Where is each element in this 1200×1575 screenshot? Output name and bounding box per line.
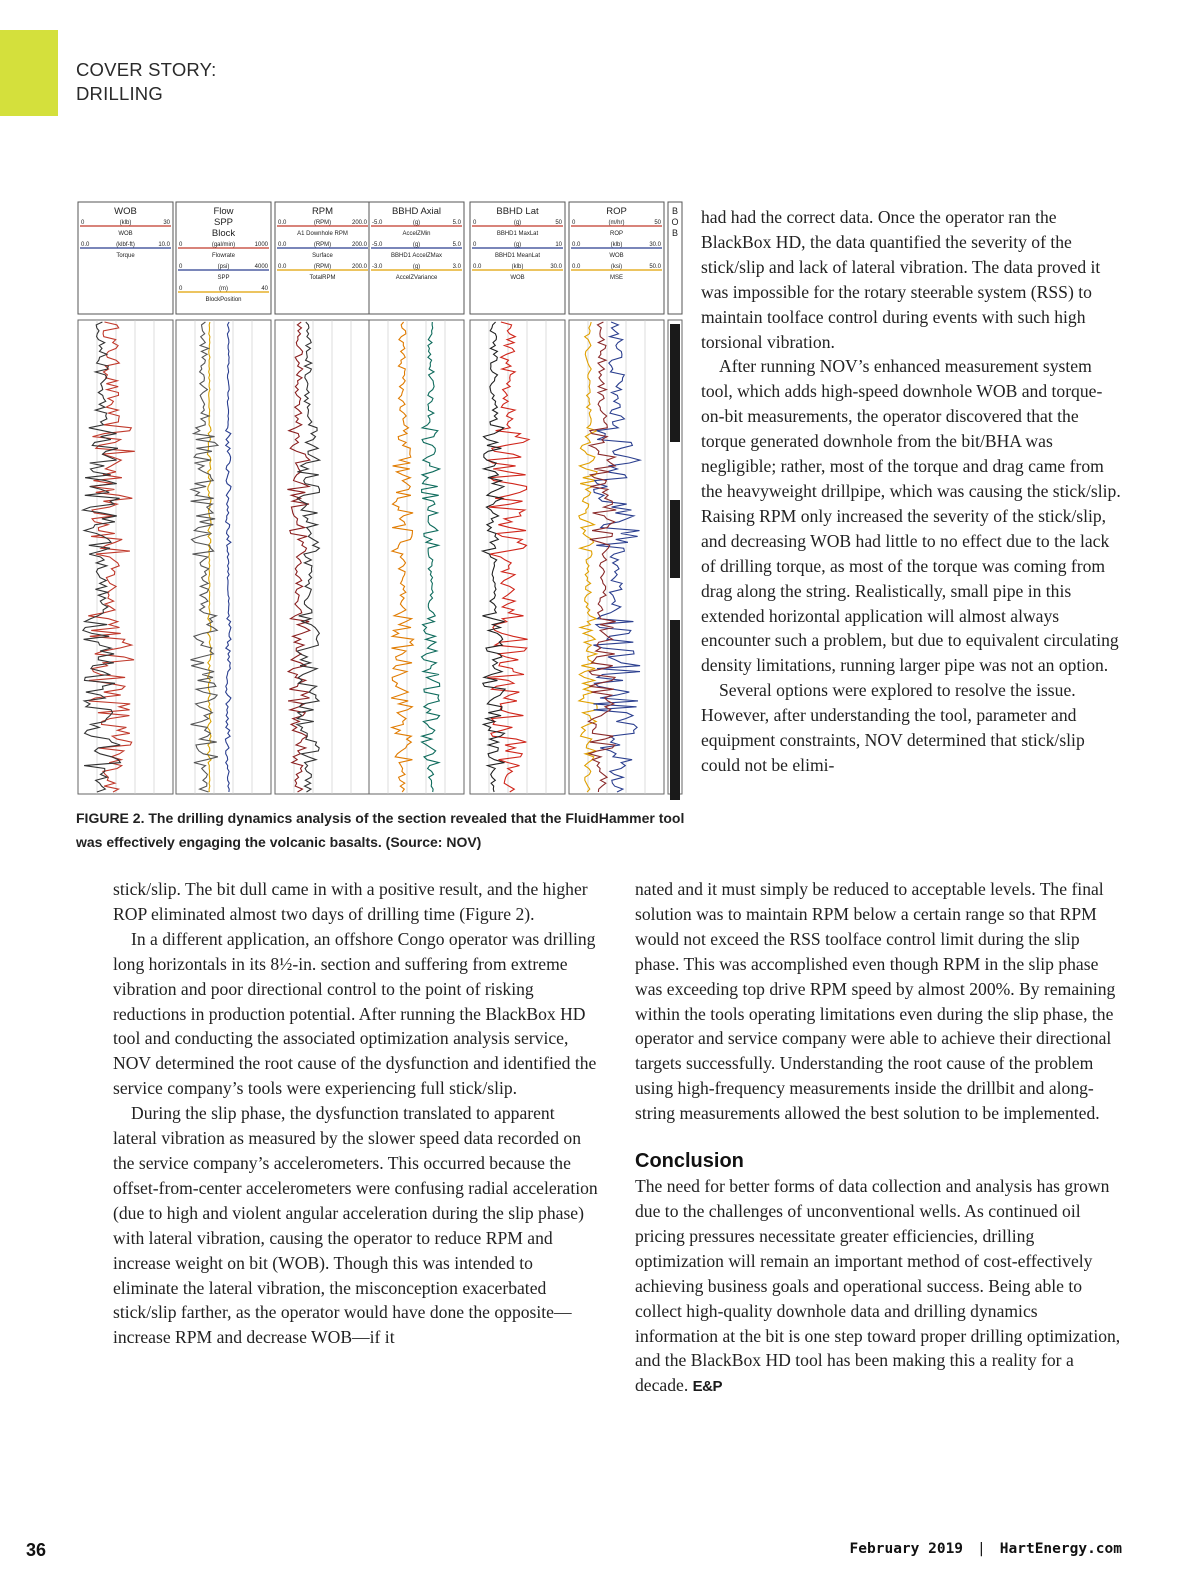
track-plot — [275, 320, 370, 794]
scale-unit: (klbf-ft) — [116, 242, 135, 248]
scale-min: 0 — [473, 220, 477, 226]
paragraph: In a different application, an offshore Congo operator was drilling long horizontals in its 8½-in. section and suffering from extreme vibration and poor directional control to the point of risking reductions in production potential. After running the BlackBox HD tool and conducting the associated optimization analysis service, NOV determined the root cause of the dysfunction and identified the service company’s tools were experiencing full stick/slip. — [113, 928, 597, 1099]
paragraph: stick/slip. The bit dull came in with a positive result, and the higher ROP eliminated almost two days of drilling time (Figure 2). — [113, 879, 588, 924]
scale-max: 30.0 — [649, 242, 661, 248]
scale-max: 3.0 — [452, 264, 461, 270]
scale-min: -5.0 — [372, 220, 383, 226]
track-title: RPM — [311, 206, 334, 217]
right-column-bottom — [635, 877, 1123, 1400]
curve-name: ROP — [609, 231, 624, 237]
scale-unit: (gal/min) — [211, 242, 236, 248]
issue-date: February 2019 — [849, 1541, 964, 1557]
scale-unit: (RPM) — [313, 242, 332, 248]
track-title: WOB — [114, 206, 137, 217]
scale-unit: (m/hr) — [608, 220, 625, 226]
site-name: HartEnergy.com — [999, 1541, 1122, 1557]
scale-min: 0 — [179, 264, 183, 270]
track-title: BBHD Lat — [496, 206, 539, 217]
curve-name: WOB — [510, 275, 525, 281]
curve-name: Flowrate — [211, 253, 236, 259]
scale-max: 30 — [163, 220, 170, 226]
bob-bar — [670, 620, 680, 800]
scale-min: 0 — [572, 220, 576, 226]
footer-issue — [850, 1541, 1122, 1557]
scale-max: 10 — [555, 242, 562, 248]
curve-name: BBHD1 AccelZMax — [390, 253, 443, 259]
track-plot — [470, 320, 565, 794]
curve-name: SPP — [217, 275, 230, 281]
scale-min: 0.0 — [81, 242, 90, 248]
section-label-line1: COVER STORY: — [76, 59, 217, 80]
track-title: Flow — [213, 206, 234, 217]
scale-min: 0 — [179, 286, 183, 292]
curve-name: BBHD1 MaxLat — [496, 231, 539, 237]
curve-name: A1 Downhole RPM — [297, 231, 348, 237]
track-title: BBHD Axial — [391, 206, 442, 217]
conclusion-heading: Conclusion — [635, 1150, 744, 1173]
drilling-log-figure — [72, 196, 684, 800]
scale-unit: (g) — [513, 242, 522, 248]
curve-name: Surface — [312, 253, 333, 259]
section-label-line2: DRILLING — [76, 83, 163, 104]
paragraph — [635, 1174, 1123, 1400]
side-letter: B — [671, 206, 679, 216]
curve-name: Torque — [116, 253, 135, 259]
track-plot — [176, 320, 271, 794]
paragraph: During the slip phase, the dysfunction translated to apparent lateral vibration as measured by the slower speed data recorded on the service company’s accelerometers. This occurred because the offset-from-center accelerometers were confusing radial acceleration (due to high and violent angular acceleration during the slip phase) with lateral vibration, causing the operator to reduce RPM and increase weight on bit (WOB). Though this was intended to eliminate the lateral vibration, the misconception exacerbated stick/slip farther, as the operator would have done the opposite—increase RPM and decrease WOB—if it — [113, 1103, 598, 1348]
conclusion-text: The need for better forms of data collection and analysis has grown due to the challenges of unconventional wells. As continued oil pricing pressures necessitate greater efficiencies, drilling optimization will remain an important method of cost-effectively achieving business goals and operational success. Being able to collect high-quality downhole data and drilling dynamics information at the bit is one step toward proper drilling optimization, and the BlackBox HD tool has been making this a reality for a decade. — [635, 1176, 1121, 1396]
footer-separator: | — [977, 1541, 986, 1557]
scale-min: 0.0 — [572, 242, 581, 248]
track-title: SPP — [213, 217, 234, 228]
curve-name: MSE — [609, 275, 624, 281]
track-plot — [369, 320, 464, 794]
left-column — [113, 877, 601, 1350]
section-label — [76, 58, 217, 106]
right-column-top — [701, 205, 1121, 778]
scale-unit: (g) — [412, 264, 421, 270]
end-mark-logo: E&P — [692, 1378, 722, 1396]
scale-unit: (ksi) — [610, 264, 623, 270]
scale-max: 10.0 — [158, 242, 170, 248]
scale-min: -5.0 — [372, 242, 383, 248]
bob-bar — [670, 500, 680, 578]
scale-min: 0.0 — [278, 220, 287, 226]
scale-max: 50 — [555, 220, 562, 226]
curve-name: BBHD1 MeanLat — [494, 253, 541, 259]
scale-unit: (psi) — [217, 264, 230, 270]
curve-name: WOB — [118, 231, 133, 237]
scale-min: 0.0 — [473, 264, 482, 270]
scale-unit: (g) — [412, 220, 421, 226]
side-letter: O — [671, 217, 679, 227]
scale-min: -3.0 — [372, 264, 383, 270]
paragraph: After running NOV’s enhanced measurement system tool, which adds high-speed downhole WOB and torque-on-bit measurements, the operator discovered that the torque generated downhole from the bit/BHA was negligible; rather, most of the torque and drag came from the heavyweight drillpipe, which was causing the stick/slip. Raising RPM only increased the severity of the stick/slip, and decreasing WOB had little to no effect due to the lack of drilling torque, as most of the torque was coming from drag along the string. Realistically, small pipe in this extended horizontal application will almost always encounter such a problem, but due to equivalent circulating density limitations, running larger pipe was not an option. — [701, 356, 1121, 676]
curve-name: AccelZMin — [402, 231, 431, 237]
curve-name: AccelZVariance — [395, 275, 438, 281]
scale-max: 40 — [261, 286, 268, 292]
curve-name: BlockPosition — [205, 297, 242, 303]
track-title: ROP — [606, 206, 627, 217]
paragraph: had had the correct data. Once the operator ran the BlackBox HD, the data quantified the severity of the stick/slip and lack of lateral vibration. The data proved it was impossible for the rotary steerable system (RSS) to maintain toolface control during events with such high torsional vibration. — [701, 207, 1101, 352]
scale-min: 0.0 — [572, 264, 581, 270]
scale-min: 0 — [179, 242, 183, 248]
scale-unit: (g) — [412, 242, 421, 248]
figure-caption: FIGURE 2. The drilling dynamics analysis of the section revealed that the FluidHammer tool was effectively engaging the volcanic basalts. (Source: NOV) — [76, 810, 685, 850]
scale-min: 0 — [81, 220, 85, 226]
paragraph: nated and it must simply be reduced to acceptable levels. The final solution was to maintain RPM below a certain range so that RPM would not exceed the RSS toolface control limit during the slip phase. This was accomplished even though RPM in the slip phase was exceeding top drive RPM speed by almost 200%. By remaining within the tools operating limitations even during the slip phase, the operator and service company were able to achieve their directional targets successfully. Understanding the root cause of the problem using high-frequency measurements inside the drillbit and along-string measurements allowed the best solution to be implemented. — [635, 879, 1116, 1124]
scale-unit: (m) — [219, 286, 228, 292]
scale-min: 0.0 — [278, 242, 287, 248]
scale-max: 200.0 — [351, 264, 367, 270]
drilling-log-chart — [72, 196, 684, 800]
scale-unit: (g) — [513, 220, 522, 226]
side-letter: B — [671, 228, 679, 238]
scale-max: 200.0 — [351, 220, 367, 226]
scale-unit: (RPM) — [313, 220, 332, 226]
scale-max: 5.0 — [452, 242, 461, 248]
scale-min: 0.0 — [278, 264, 287, 270]
curve-name: WOB — [609, 253, 624, 259]
scale-max: 5.0 — [452, 220, 461, 226]
track-plot — [78, 320, 173, 794]
track-title: Block — [211, 228, 236, 239]
scale-max: 4000 — [254, 264, 268, 270]
curve-name: TotalRPM — [309, 275, 336, 281]
section-color-tab — [0, 30, 58, 116]
scale-max: 50 — [654, 220, 661, 226]
bob-bar — [670, 324, 680, 442]
page-number: 36 — [26, 1540, 47, 1560]
scale-max: 200.0 — [351, 242, 367, 248]
scale-min: 0 — [473, 242, 477, 248]
scale-unit: (klb) — [511, 264, 524, 270]
paragraph: Several options were explored to resolve the issue. However, after understanding the tool, parameter and equipment constraints, NOV determined that stick/slip could not be elimi- — [701, 680, 1085, 775]
scale-max: 30.0 — [550, 264, 562, 270]
scale-unit: (klb) — [119, 220, 132, 226]
scale-max: 50.0 — [649, 264, 661, 270]
scale-max: 1000 — [254, 242, 268, 248]
scale-unit: (klb) — [610, 242, 623, 248]
scale-unit: (RPM) — [313, 264, 332, 270]
